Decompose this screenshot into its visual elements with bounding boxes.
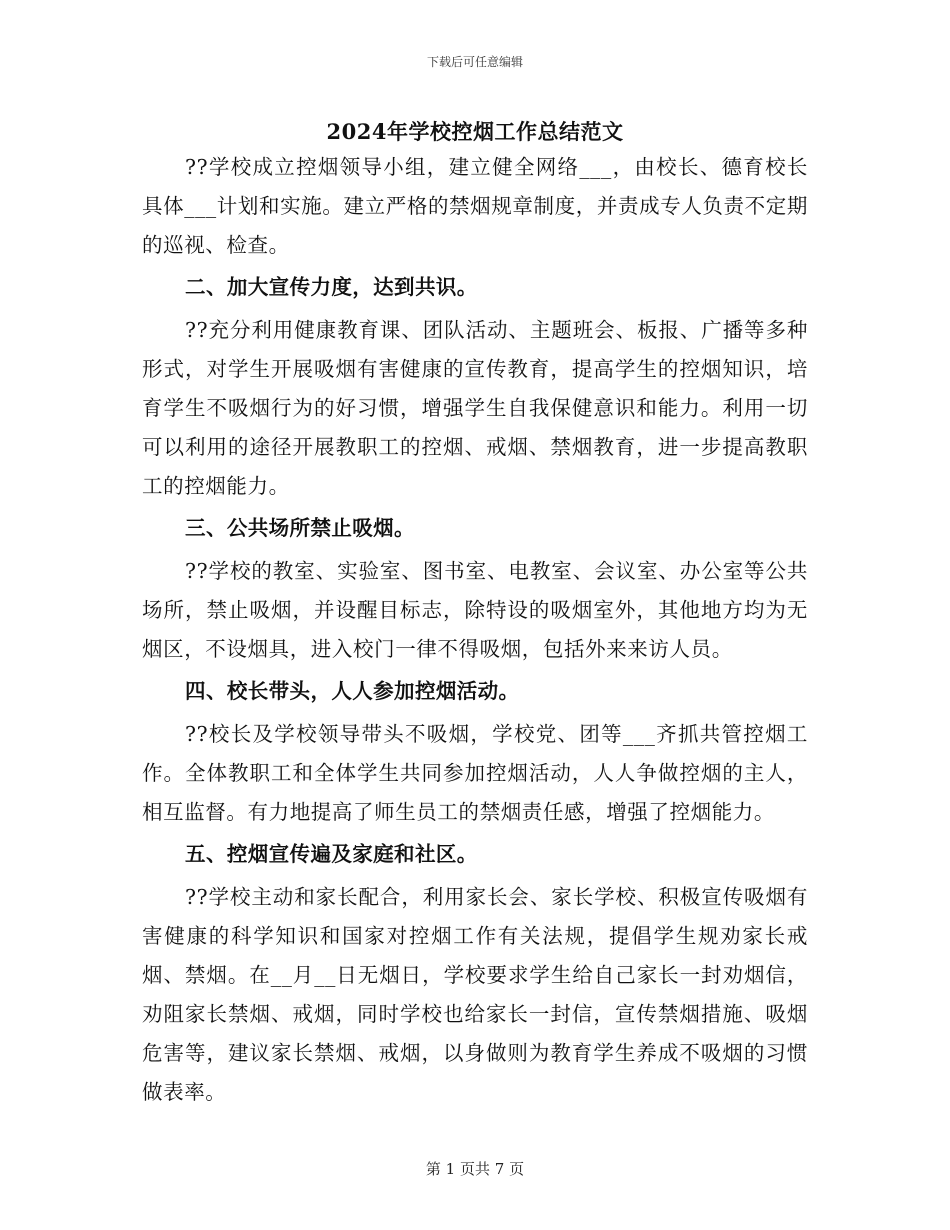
page-number: 第 1 页共 7 页 <box>425 1160 525 1178</box>
section-heading: 二、加大宣传力度，达到共识。 <box>185 275 478 299</box>
paragraph: ??学校的教室、实验室、图书室、电教室、会议室、办公室等公共场所，禁止吸烟，并设醒目标志，除特设的吸烟室外，其他地方均为无烟区，不设烟具，进入校门一律不得吸烟，包括外来来访人员。 <box>142 559 808 661</box>
paragraph: ??校长及学校领导带头不吸烟，学校党、团等___齐抓共管控烟工作。全体教职工和全体学生共同参加控烟活动，人人争做控烟的主人，相互监督。有力地提高了师生员工的禁烟责任感，增强了控烟能力。 <box>142 722 808 824</box>
paragraph: ??学校成立控烟领导小组，建立健全网络___，由校长、德育校长具体___计划和实施。建立严格的禁烟规章制度，并责成专人负责不定期的巡视、检查。 <box>142 155 808 257</box>
paragraph: ??充分利用健康教育课、团队活动、主题班会、板报、广播等多种形式，对学生开展吸烟有害健康的宣传教育，提高学生的控烟知识，培育学生不吸烟行为的好习惯，增强学生自我保健意识和能力。利用一切可以利用的途径开展教职工的控烟、戒烟、禁烟教育，进一步提高教职工的控烟能力。 <box>142 318 808 498</box>
document-title: 2024年学校控烟工作总结范文 <box>326 119 624 144</box>
document-body <box>142 148 808 1112</box>
section-heading: 五、控烟宣传遍及家庭和社区。 <box>185 842 478 866</box>
section-heading: 四、校长带头，人人参加控烟活动。 <box>185 679 520 703</box>
section-heading: 三、公共场所禁止吸烟。 <box>185 516 415 540</box>
header-note: 下载后可任意编辑 <box>426 55 523 69</box>
paragraph: ??学校主动和家长配合，利用家长会、家长学校、积极宣传吸烟有害健康的科学知识和国家对控烟工作有关法规，提倡学生规劝家长戒烟、禁烟。在__月__日无烟日，学校要求学生给自己家长一封劝烟信，劝阻家长禁烟、戒烟，同时学校也给家长一封信，宣传禁烟措施、吸烟危害等，建议家长禁烟、戒烟，以身做则为教育学生养成不吸烟的习惯做表率。 <box>142 885 808 1104</box>
